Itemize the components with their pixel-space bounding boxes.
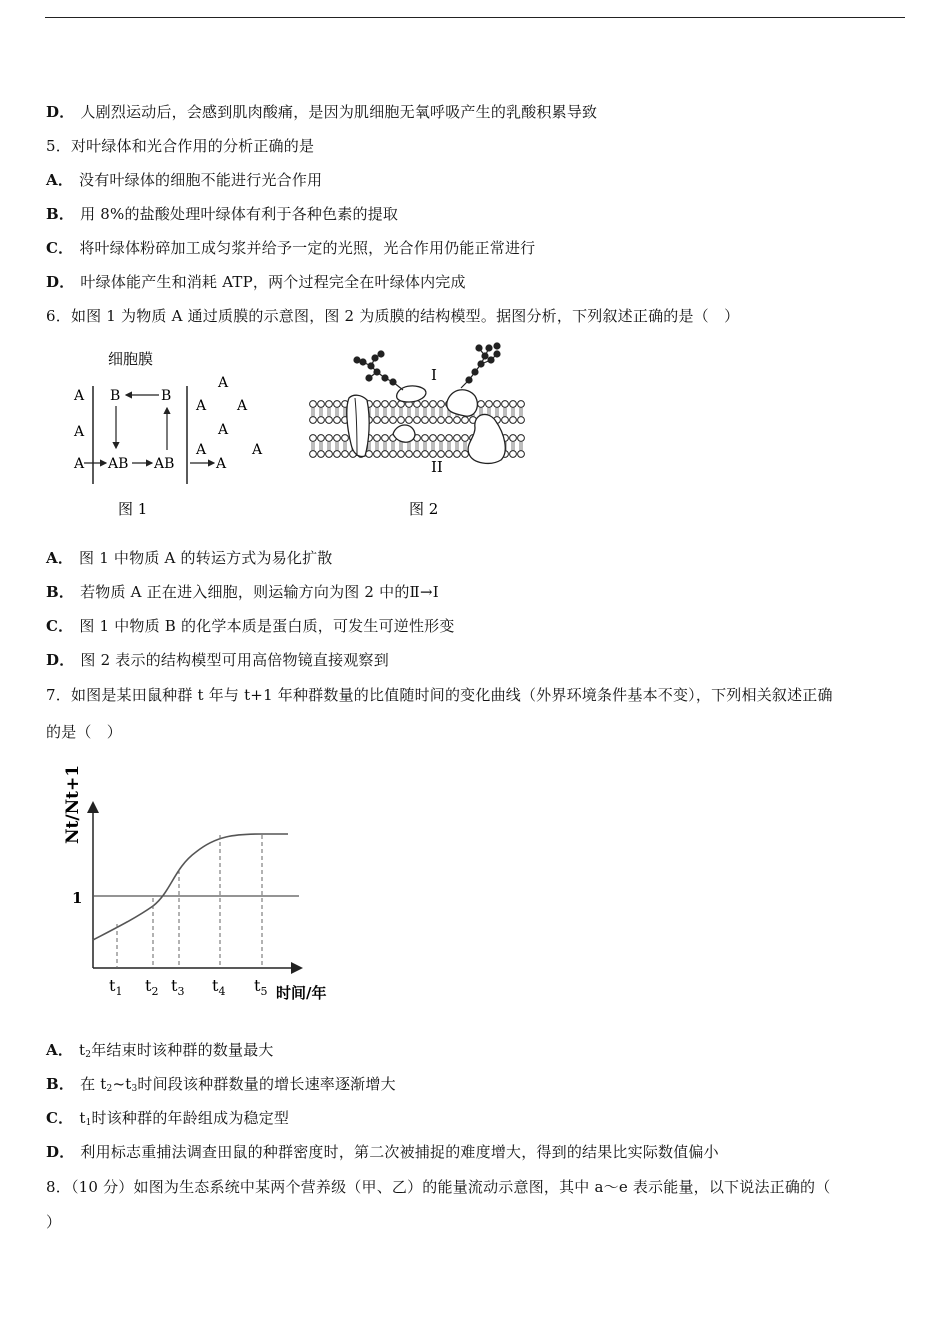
substance-a-label: A: [196, 398, 207, 414]
phospholipid-head: [502, 401, 509, 408]
phospholipid-head: [414, 451, 421, 458]
phospholipid-tail: [400, 442, 402, 451]
phospholipid-head: [318, 401, 325, 408]
phospholipid-head: [406, 451, 413, 458]
side-label-inner: II: [431, 458, 443, 476]
substance-a-label: A: [74, 424, 85, 440]
option-letter: A．: [46, 1041, 74, 1059]
phospholipid-head: [510, 451, 517, 458]
phospholipid-head: [430, 417, 437, 424]
option-letter: D．: [46, 103, 75, 121]
fig1-caption: 图 1: [118, 500, 148, 518]
phospholipid-head: [374, 417, 381, 424]
option-text: 叶绿体能产生和消耗 ATP，两个过程完全在叶绿体内完成: [80, 273, 466, 291]
option-letter: D．: [46, 651, 75, 669]
phospholipid-head: [422, 401, 429, 408]
phospholipid-tail: [432, 408, 434, 417]
phospholipid-tail: [520, 442, 522, 451]
phospholipid-head: [318, 451, 325, 458]
phospholipid-head: [494, 401, 501, 408]
x-tick-label: $t_2$: [145, 976, 159, 998]
substance-a-label: A: [196, 442, 207, 458]
phospholipid-head: [438, 451, 445, 458]
q5-stem: 5．对叶绿体和光合作用的分析正确的是: [46, 137, 315, 155]
phospholipid-head: [518, 435, 525, 442]
phospholipid-head: [374, 451, 381, 458]
phospholipid-head: [342, 435, 349, 442]
phospholipid-head: [310, 451, 317, 458]
complex-ab-label: AB: [108, 456, 129, 472]
phospholipid-tail: [320, 408, 322, 417]
figure-population-ratio-curve: [56, 758, 356, 1008]
phospholipid-head: [406, 417, 413, 424]
phospholipid-head: [446, 451, 453, 458]
option-text: t: [79, 1041, 86, 1059]
phospholipid-head: [454, 435, 461, 442]
phospholipid-tail: [432, 442, 434, 451]
phospholipid-tail: [416, 442, 418, 451]
surface-protein: [447, 390, 478, 416]
substance-a-label: A: [74, 456, 85, 472]
phospholipid-head: [502, 417, 509, 424]
substance-a-label: A: [218, 422, 229, 438]
subscript: 2: [106, 1084, 113, 1094]
carrier-b-label: B: [110, 388, 121, 404]
phospholipid-head: [374, 401, 381, 408]
x-tick-label: $t_4$: [212, 976, 226, 998]
option-letter: A．: [46, 171, 74, 189]
phospholipid-tail: [400, 408, 402, 417]
option-text: 年结束时该种群的数量最大: [91, 1041, 274, 1059]
option-letter: C．: [46, 1109, 74, 1127]
phospholipid-head: [382, 435, 389, 442]
phospholipid-tail: [424, 408, 426, 417]
phospholipid-head: [414, 417, 421, 424]
phospholipid-tail: [344, 408, 346, 417]
q6-option-d: [46, 650, 389, 670]
q6-option-b: [46, 582, 439, 602]
phospholipid-head: [334, 401, 341, 408]
phospholipid-head: [326, 451, 333, 458]
phospholipid-head: [390, 401, 397, 408]
subscript: 1: [85, 1118, 92, 1128]
substance-a-label: A: [252, 442, 263, 458]
q7-option-d: [46, 1142, 719, 1162]
phospholipid-tail: [392, 442, 394, 451]
option-text: 时间段该种群数量的增长速率逐渐增大: [137, 1075, 396, 1093]
option-letter: B．: [46, 205, 75, 223]
figure-1-membrane-transport: [66, 342, 276, 527]
phospholipid-tail: [328, 442, 330, 451]
phospholipid-head: [318, 417, 325, 424]
x-tick-label: $t_5$: [254, 976, 268, 998]
phospholipid-head: [454, 451, 461, 458]
option-text: 图 2 表示的结构模型可用高倍物镜直接观察到: [80, 651, 389, 669]
q5-option-d: [46, 272, 466, 292]
option-text: 图 1 中物质 B 的化学本质是蛋白质，可发生可逆性形变: [79, 617, 455, 635]
phospholipid-head: [398, 451, 405, 458]
x-tick-label: $t_1$: [109, 976, 123, 998]
q6-option-a: [46, 548, 333, 568]
substance-a-label: A: [237, 398, 248, 414]
option-text: t: [79, 1109, 86, 1127]
phospholipid-head: [422, 435, 429, 442]
phospholipid-tail: [520, 408, 522, 417]
channel-protein: [347, 395, 369, 456]
phospholipid-tail: [440, 442, 442, 451]
phospholipid-tail: [456, 442, 458, 451]
figure-2-membrane-model: [305, 338, 535, 528]
option-text: 人剧烈运动后，会感到肌肉酸痛，是因为肌细胞无氧呼吸产生的乳酸积累导致: [80, 103, 598, 121]
phospholipid-head: [326, 435, 333, 442]
phospholipid-tail: [416, 408, 418, 417]
q6-option-c: [46, 616, 455, 636]
phospholipid-head: [462, 435, 469, 442]
q8-stem-line1: 8．（10 分）如图为生态系统中某两个营养级（甲、乙）的能量流动示意图，其中 a～e 表示能量，以下说法正确的（: [46, 1178, 831, 1196]
phospholipid-head: [518, 451, 525, 458]
phospholipid-tail: [512, 442, 514, 451]
phospholipid-tail: [376, 442, 378, 451]
phospholipid-tail: [392, 408, 394, 417]
phospholipid-tail: [320, 442, 322, 451]
option-letter: B．: [46, 1075, 75, 1093]
phospholipid-head: [510, 417, 517, 424]
phospholipid-head: [310, 435, 317, 442]
option-letter: B．: [46, 583, 75, 601]
phospholipid-head: [510, 435, 517, 442]
y-axis-label: Nt/Nt+1: [63, 764, 83, 844]
phospholipid-head: [438, 435, 445, 442]
option-text: ~t: [112, 1075, 132, 1093]
phospholipid-head: [462, 417, 469, 424]
fig2-caption: 图 2: [409, 500, 439, 518]
phospholipid-tail: [504, 408, 506, 417]
phospholipid-tail: [312, 408, 314, 417]
q7-option-c: [46, 1108, 289, 1133]
phospholipid-head: [334, 435, 341, 442]
phospholipid-tail: [344, 442, 346, 451]
phospholipid-head: [390, 417, 397, 424]
x-tick-label: $t_3$: [171, 976, 185, 998]
substance-a-label: A: [74, 388, 85, 404]
q6-stem: 6．如图 1 为物质 A 通过质膜的示意图，图 2 为质膜的结构模型。据图分析，下列叙述正确的是（ ）: [46, 307, 740, 325]
phospholipid-head: [478, 401, 485, 408]
option-letter: C．: [46, 239, 74, 257]
subscript: 3: [131, 1084, 138, 1094]
glycoprotein-chain-left: [354, 351, 403, 390]
option-text: 利用标志重捕法调查田鼠的种群密度时，第二次被捕捉的难度增大，得到的结果比实际数值偏小: [80, 1143, 719, 1161]
carrier-b-label: B: [161, 388, 172, 404]
phospholipid-head: [342, 451, 349, 458]
option-text: 用 8%的盐酸处理叶绿体有利于各种色素的提取: [80, 205, 399, 223]
option-text: 将叶绿体粉碎加工成匀浆并给予一定的光照，光合作用仍能正常进行: [79, 239, 536, 257]
phospholipid-head: [518, 417, 525, 424]
phospholipid-tail: [408, 408, 410, 417]
phospholipid-head: [334, 451, 341, 458]
phospholipid-head: [374, 435, 381, 442]
tick-guide-lines: [117, 835, 262, 968]
phospholipid-head: [334, 417, 341, 424]
phospholipid-head: [430, 401, 437, 408]
phospholipid-tail: [384, 442, 386, 451]
phospholipid-tail: [328, 408, 330, 417]
substance-a-label: A: [216, 456, 227, 472]
phospholipid-head: [382, 451, 389, 458]
phospholipid-head: [462, 451, 469, 458]
phospholipid-tail: [448, 442, 450, 451]
option-letter: D．: [46, 1143, 75, 1161]
phospholipid-head: [422, 451, 429, 458]
phospholipid-head: [318, 435, 325, 442]
phospholipid-head: [310, 417, 317, 424]
side-label-outer: I: [431, 366, 437, 384]
q8-stem-line2: ）: [46, 1213, 62, 1231]
phospholipid-tail: [440, 408, 442, 417]
phospholipid-head: [518, 401, 525, 408]
phospholipid-tail: [424, 442, 426, 451]
phospholipid-head: [486, 401, 493, 408]
option-text: 时该种群的年龄组成为稳定型: [91, 1109, 290, 1127]
q5-option-b: [46, 204, 398, 224]
q7-stem-line2: 的是（ ）: [46, 723, 123, 741]
phospholipid-tail: [496, 408, 498, 417]
glycoprotein-chain-right: [461, 343, 500, 388]
phospholipid-head: [382, 401, 389, 408]
ratio-curve: [93, 834, 288, 940]
phospholipid-head: [446, 417, 453, 424]
phospholipid-head: [438, 417, 445, 424]
phospholipid-tail: [336, 442, 338, 451]
phospholipid-tail: [464, 442, 466, 451]
phospholipid-head: [422, 417, 429, 424]
option-letter: C．: [46, 617, 74, 635]
q5-option-a: [46, 170, 322, 190]
complex-ab-label: AB: [154, 456, 175, 472]
subscript: 2: [85, 1050, 92, 1060]
q4-option-d: [46, 102, 597, 122]
option-text: 没有叶绿体的细胞不能进行光合作用: [79, 171, 323, 189]
substance-a-label: A: [218, 375, 229, 391]
x-axis-label: 时间/年: [276, 984, 327, 1002]
phospholipid-head: [326, 417, 333, 424]
phospholipid-head: [310, 401, 317, 408]
option-letter: A．: [46, 549, 74, 567]
phospholipid-head: [326, 401, 333, 408]
q7-stem-line1: 7．如图是某田鼠种群 t 年与 t+1 年种群数量的比值随时间的变化曲线（外界环境条件基本不变），下列相关叙述正确: [46, 686, 833, 704]
phospholipid-tail: [312, 442, 314, 451]
q7-option-a: [46, 1040, 274, 1065]
option-letter: D．: [46, 273, 75, 291]
phospholipid-tail: [512, 408, 514, 417]
phospholipid-tail: [384, 408, 386, 417]
option-text: 图 1 中物质 A 的转运方式为易化扩散: [79, 549, 333, 567]
option-text: 在 t: [80, 1075, 107, 1093]
phospholipid-head: [382, 417, 389, 424]
phospholipid-head: [454, 417, 461, 424]
option-text: 若物质 A 正在进入细胞，则运输方向为图 2 中的Ⅱ→Ⅰ: [80, 583, 439, 601]
phospholipid-head: [390, 451, 397, 458]
y-tick-1: 1: [72, 889, 83, 907]
phospholipid-tail: [336, 408, 338, 417]
phospholipid-head: [446, 435, 453, 442]
header-rule: [45, 17, 905, 18]
phospholipid-tail: [376, 408, 378, 417]
phospholipid-head: [438, 401, 445, 408]
phospholipid-head: [398, 417, 405, 424]
phospholipid-head: [510, 401, 517, 408]
q7-option-b: [46, 1074, 396, 1099]
q5-option-c: [46, 238, 535, 258]
phospholipid-head: [430, 435, 437, 442]
phospholipid-head: [430, 451, 437, 458]
fig1-title: 细胞膜: [108, 350, 154, 368]
x-tick-labels: [109, 976, 267, 998]
phospholipid-tail: [408, 442, 410, 451]
